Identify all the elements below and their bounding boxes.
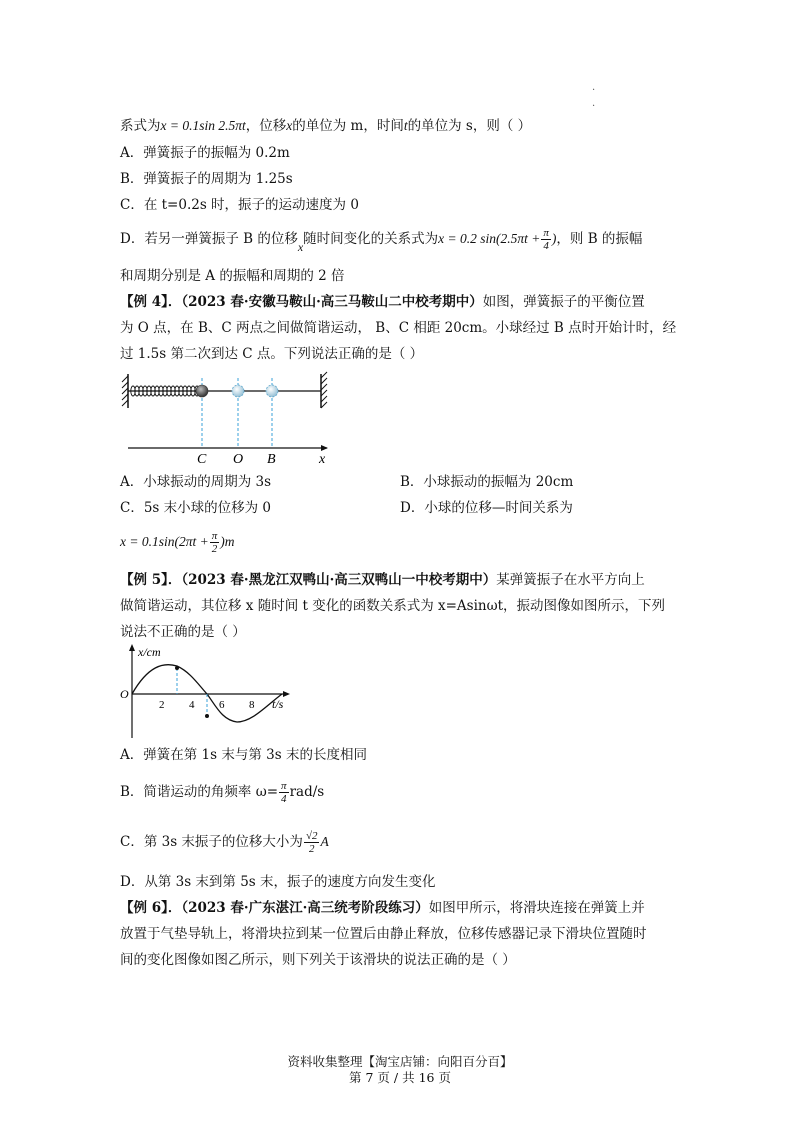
ex4-stem-line — [120, 292, 645, 312]
var-x: x — [286, 118, 293, 133]
example-source: （2023 春·黑龙江双鸭山·高三双鸭山一中校考期中） — [181, 572, 497, 588]
footer-source: 资料收集整理【淘宝店铺：向阳百分百】 — [287, 1054, 513, 1069]
ex5-option-b — [120, 780, 324, 805]
frac-den: 2 — [308, 843, 315, 855]
ex4-option-c: C．5s 末小球的位移为 0 — [120, 500, 272, 516]
q3-stem-line — [120, 116, 531, 136]
frac-num: π — [211, 530, 218, 542]
label-b: B — [267, 452, 276, 467]
vibration-graph — [118, 642, 298, 742]
formula: )m — [220, 534, 235, 549]
fraction — [210, 530, 220, 555]
frac-num: π — [281, 780, 287, 792]
ex4-option-d: D．小球的位移—时间关系为 — [400, 500, 573, 516]
ex4-stem-line: 过 1.5s 第二次到达 C 点。下列说法正确的是（ ） — [120, 346, 424, 362]
fraction — [304, 830, 320, 855]
tick-label: 2 — [159, 699, 165, 711]
label-c: C — [197, 452, 207, 467]
y-axis-label: x/cm — [138, 645, 161, 659]
q3-option-d-cont: 和周期分别是 A 的振幅和周期的 2 倍 — [120, 268, 345, 284]
label-o: O — [233, 452, 244, 467]
example-source: （2023 春·安徽马鞍山·高三马鞍山二中校考期中） — [181, 294, 483, 310]
top-dot: . — [592, 82, 596, 93]
var-x: x — [297, 240, 304, 254]
page-number: 第 7 页 / 共 16 页 — [349, 1070, 451, 1085]
text: rad/s — [289, 784, 325, 800]
ex4-option-a: A．小球振动的周期为 3s — [120, 474, 272, 490]
origin-label: O — [120, 687, 129, 701]
ex5-option-d: D．从第 3s 末到第 5s 末，振子的速度方向发生变化 — [120, 874, 436, 890]
formula: x = 0.2 sin(2.5πt + — [438, 231, 541, 246]
x-axis-label: t/s — [272, 697, 284, 711]
example-source: （2023 春·广东湛江·高三统考阶段练习） — [181, 900, 429, 916]
text: A — [320, 834, 329, 849]
q3-option-d — [120, 227, 642, 252]
spring-oscillator-figure — [120, 370, 340, 470]
example-label: 【例 4】． — [120, 294, 182, 310]
frac-den: 4 — [281, 793, 287, 805]
text: 的单位为 s，则（ ） — [407, 118, 532, 134]
var-t: t — [403, 118, 408, 133]
text: 随时间变化的关系式为 — [303, 231, 439, 247]
ex6-stem-line: 放置于气垫导轨上，将滑块拉到某一位置后由静止释放，位移传感器记录下滑块位置随时 — [120, 926, 647, 942]
text: C．第 3s 末振子的位移大小为 — [120, 834, 303, 850]
frac-den: 2 — [211, 543, 218, 555]
text: D．若另一弹簧振子 B 的位移 — [120, 231, 298, 247]
text: B．简谐运动的角频率 ω= — [120, 784, 279, 800]
example-label: 【例 5】． — [120, 572, 182, 588]
text: 系式为 — [120, 118, 161, 134]
ex6-stem-line — [120, 898, 645, 918]
formula: x = 0.1sin(2πt + — [120, 534, 209, 549]
ex5-stem-line: 说法不正确的是（ ） — [120, 624, 246, 640]
fraction — [541, 227, 551, 252]
ex5-option-c — [120, 830, 329, 855]
q3-option-b: B．弹簧振子的周期为 1.25s — [120, 171, 293, 187]
ex6-stem-line: 间的变化图像如图乙所示，则下列关于该滑块的说法正确的是（ ） — [120, 952, 516, 968]
formula: x = 0.1sin 2.5πt — [160, 118, 246, 133]
tick-label: 4 — [189, 699, 195, 711]
q3-option-c: C．在 t=0.2s 时，振子的运动速度为 0 — [120, 197, 359, 213]
text: 如图，弹簧振子的平衡位置 — [482, 294, 645, 310]
text: ，位移 — [245, 118, 287, 134]
q3-option-a: A．弹簧振子的振幅为 0.2m — [120, 145, 290, 161]
frac-num: √2 — [305, 830, 318, 842]
ex5-stem-line — [120, 570, 645, 590]
tick-label: 6 — [219, 699, 225, 711]
top-dot: . — [592, 98, 596, 109]
frac-num: π — [543, 227, 549, 239]
ex4-option-b: B．小球振动的振幅为 20cm — [400, 474, 574, 490]
ex5-stem-line: 做简谐运动，其位移 x 随时间 t 变化的函数关系式为 x=Asinωt，振动图像如图所示，下列 — [120, 598, 666, 614]
ex5-option-a: A．弹簧在第 1s 末与第 3s 末的长度相同 — [120, 747, 367, 763]
fraction — [279, 780, 289, 805]
text: 如图甲所示，将滑块连接在弹簧上并 — [428, 900, 645, 916]
text: 某弹簧振子在水平方向上 — [496, 572, 645, 588]
ex4-stem-line: 为 O 点，在 B、C 两点之间做简谐运动， B、C 相距 20cm。小球经过 B 点时开始计时，经 — [120, 320, 677, 336]
example-label: 【例 6】． — [120, 900, 182, 916]
tick-label: 8 — [249, 699, 255, 711]
label-x: x — [319, 452, 326, 467]
text: 的单位为 m，时间 — [292, 118, 404, 134]
ex4-option-d-formula — [120, 530, 235, 555]
frac-den: 4 — [543, 240, 549, 252]
formula: ) — [551, 231, 557, 246]
text: ，则 B 的振幅 — [556, 231, 643, 247]
